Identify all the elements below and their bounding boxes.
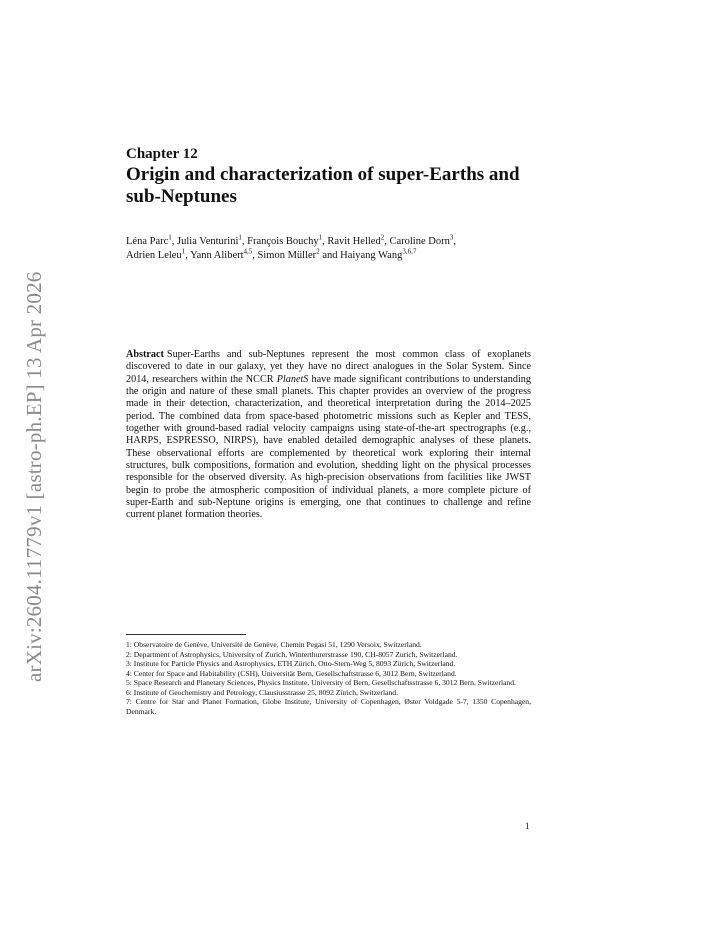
footnote-item: 1: Observatoire de Genève, Université de Genève, Chemin Pegasi 51, 1290 Versoix, Switzerland. xyxy=(126,640,422,649)
author-affiliation-mark: 2 xyxy=(380,233,385,242)
page-number: 1 xyxy=(525,821,530,831)
author-separator: , xyxy=(171,236,178,247)
footnote-item: 3: Institute for Particle Physics and Astrophysics, ETH Zürich, Otto-Stern-Weg 5, 8093 Zürich, Switzerland. xyxy=(126,659,456,668)
author-affiliation-mark: 1 xyxy=(238,233,242,242)
chapter-label: Chapter 12 xyxy=(126,146,198,162)
author-name: Adrien Leleu xyxy=(126,250,182,261)
footnote-item: 2: Department of Astrophysics, University of Zurich, Winterthurerstrasse 190, CH-8057 Zurich, Switzerland. xyxy=(126,649,458,659)
author-separator: , xyxy=(252,250,258,261)
author-separator: , xyxy=(322,236,328,247)
author-name: Caroline Dorn xyxy=(389,236,450,247)
abstract-heading: Abstract xyxy=(126,349,164,360)
author-separator: , xyxy=(241,236,248,247)
footnote-item: 4: Center for Space and Habitability (CSH), Universität Bern, Gesellschaftstrasse 6, 3012 Bern, Switzerland. xyxy=(126,668,457,678)
abstract-text-part2: have made significant contributions to understanding the origin and nature of these small planets. This chapter provides an overview of the progress made in their detection, characterization, and theoretical interpretation during the 2014–2025 period. The combined data from space-based photometric missions such as Kepler and TESS, together with ground-based radial velocity campaigns using state-of-the-art spectrographs (e.g., HARPS, ESPRESSO, NIRPS), have enabled detailed demographic analyses of these planets. These observational efforts are complemented by theoretical work exploring their internal structures, bulk compositions, formation and evolution, shedding light on the physical processes responsible for the observed diversity. As high-precision observations from facilities like JWST begin to probe the atmospheric composition of individual planets, a more complete picture of super-Earth and sub-Neptune origins is emerging, one that continues to challenge and refine current planet formation theories. xyxy=(126,373,531,521)
abstract-text-part1: Super-Earths and sub-Neptunes represent the most common class of exoplanets discovered to date in our galaxy, yet they have no direct analogues in the Solar System. Since 2014, researchers within the NCCR xyxy=(126,349,531,385)
author-separator: , xyxy=(453,236,456,247)
footnote-rule xyxy=(126,634,246,635)
author-separator: , xyxy=(185,250,191,261)
author-affiliation-mark: 4,5 xyxy=(243,247,253,256)
footnote-item: 7: Centre for Star and Planet Formation, Globe Institute, University of Copenhagen, Øster Voldgade 5-7, 1350 Copenhagen, Denmark. xyxy=(126,697,531,716)
author-list xyxy=(126,235,536,263)
author-affiliation-mark: 3 xyxy=(449,233,454,242)
arxiv-stamp: arXiv:2604.11779v1 [astro-ph.EP] 13 Apr 2026 xyxy=(22,271,46,682)
author-name: Simon Müller xyxy=(257,250,317,261)
author-separator: and xyxy=(319,250,341,261)
author-affiliation-mark: 1 xyxy=(181,247,186,256)
author-name: Julia Venturini xyxy=(177,236,239,247)
author-name: Haiyang Wang xyxy=(340,250,403,261)
author-name: François Bouchy xyxy=(247,236,319,247)
author-separator: , xyxy=(384,236,390,247)
footnote-item: 6: Institute of Geochemistry and Petrology, Clausiusstrasse 25, 8092 Zürich, Switzerland. xyxy=(126,687,398,697)
author-name: Ravit Helled xyxy=(327,236,381,247)
abstract xyxy=(126,349,531,522)
author-name: Yann Alibert xyxy=(190,250,244,261)
author-affiliation-mark: 3,6,7 xyxy=(402,247,417,256)
footnote-item: 5: Space Research and Planetary Sciences, Physics Institute, University of Bern, Gesellschaftsstrasse 6, 3012 Bern, Switzerland. xyxy=(126,678,516,687)
chapter-title: Origin and characterization of super-Earths and sub-Neptunes xyxy=(126,164,520,207)
author-name: Léna Parc xyxy=(126,236,169,247)
affiliation-footnotes xyxy=(126,640,531,716)
author-affiliation-mark: 2 xyxy=(316,247,320,256)
abstract-italic-term: PlanetS xyxy=(276,373,309,385)
author-affiliation-mark: 1 xyxy=(318,233,323,242)
author-affiliation-mark: 1 xyxy=(168,233,172,242)
